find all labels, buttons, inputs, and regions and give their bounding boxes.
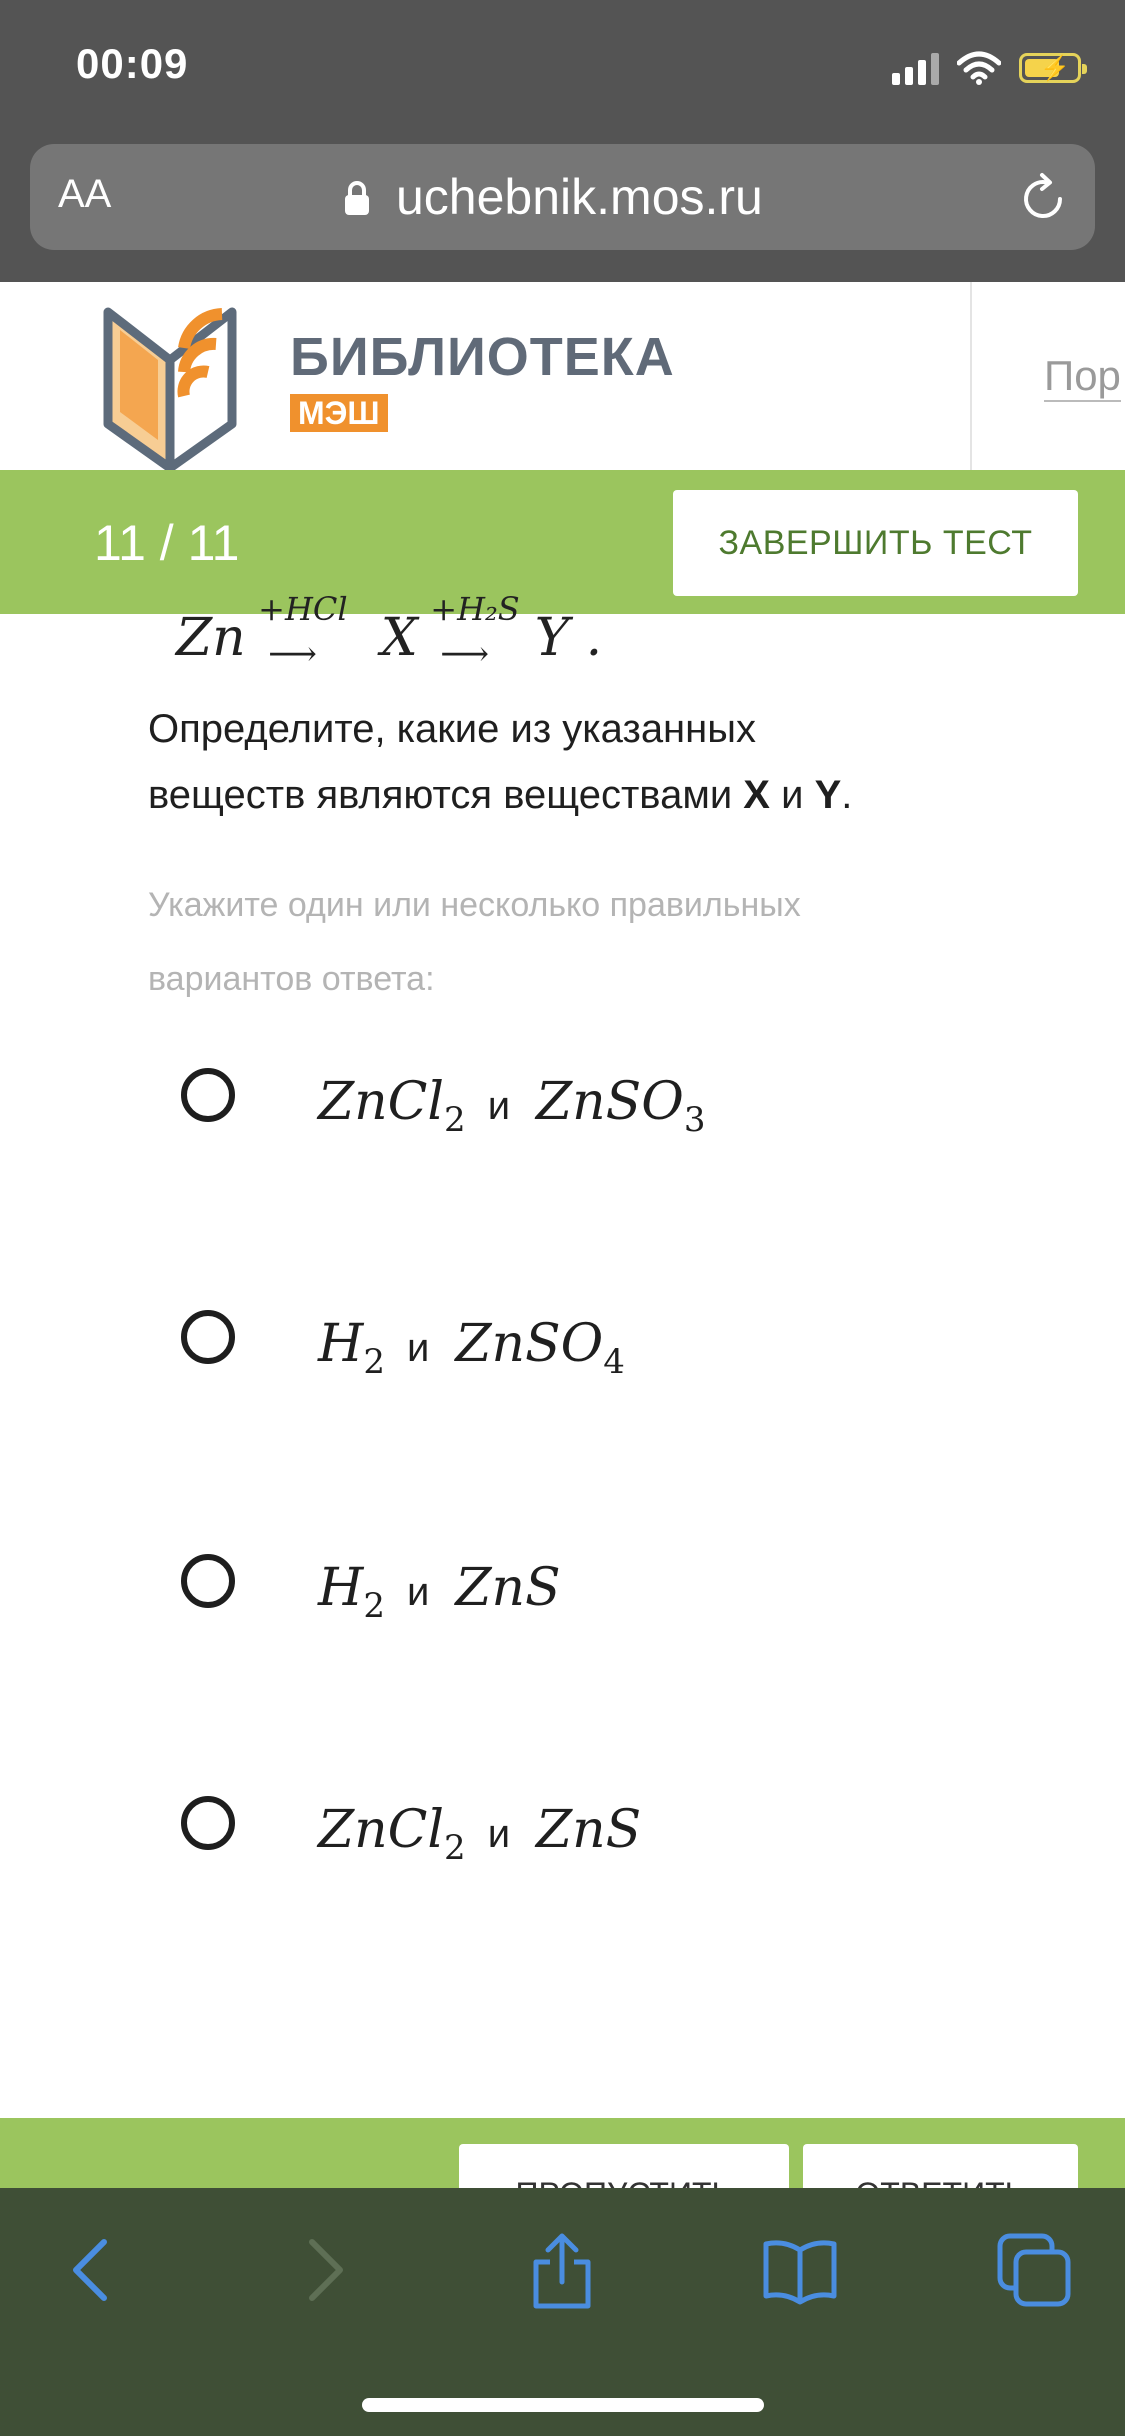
question-x: X [743,773,770,817]
formula-a-sub: 2 [444,1828,466,1868]
answer-option[interactable] [0,1536,1125,1676]
formula-conj: и [407,1570,430,1614]
header-divider [970,282,972,470]
library-logo-icon[interactable] [100,300,250,470]
equation-x: X [380,608,418,668]
equation-y: Y [534,608,570,668]
question-text [148,696,1048,828]
text-size-label: AA [58,172,112,216]
equation-start: Zn [176,608,246,668]
finish-test-button[interactable]: ЗАВЕРШИТЬ ТЕСТ [673,490,1078,596]
radio-button[interactable] [181,1310,235,1364]
formula-b: ZnS [455,1558,561,1618]
equation-period: . [585,608,603,668]
battery-icon: ⚡ [1019,53,1081,83]
formula-a: ZnCl [318,1800,445,1860]
logo-title: БИБЛИОТЕКА [290,327,675,387]
answer-option[interactable] [0,1778,1125,1918]
wifi-icon [957,51,1001,85]
arrow-2-reagent: +H₂S [430,589,520,628]
back-icon[interactable] [52,2230,132,2310]
formula-conj: и [487,1084,511,1128]
option-formula [318,1800,641,1868]
reaction-equation [176,589,603,674]
radio-button[interactable] [181,1796,235,1850]
tabs-icon[interactable] [994,2230,1074,2310]
formula-a: ZnCl [318,1072,445,1132]
formula-b: ZnS [536,1800,642,1860]
formula-a-sub: 2 [363,1586,385,1626]
status-icons [892,48,1081,88]
question-line-1: Определите, какие из указанных [148,707,756,751]
arrow-icon: ⟶ [268,633,317,674]
nav-link-partial[interactable]: Пор [1044,352,1121,402]
formula-conj: и [487,1812,511,1856]
formula-b: ZnSO [536,1072,684,1132]
arrow-icon: ⟶ [440,633,489,674]
formula-a: H [318,1314,364,1374]
logo-subtitle: МЭШ [290,394,388,432]
formula-conj: и [407,1326,430,1370]
answer-hint: Укажите один или несколько правильных вариантов ответа: [148,886,801,998]
radio-button[interactable] [181,1554,235,1608]
answer-option[interactable] [0,1292,1125,1432]
formula-b: ZnSO [455,1314,604,1374]
lock-icon [344,180,370,216]
home-indicator [362,2398,764,2412]
status-time: 00:09 [76,40,189,87]
answer-option[interactable] [0,1050,1125,1190]
bookmarks-icon[interactable] [760,2230,840,2310]
option-formula [318,1558,561,1626]
reload-icon[interactable] [1016,172,1070,226]
signal-icon [892,51,939,85]
question-y: Y [814,773,842,817]
formula-b-sub: 4 [603,1342,625,1382]
question-line-2: веществ являются веществами [148,773,733,817]
question-and: и [781,773,804,817]
formula-a: H [318,1558,364,1618]
arrow-1-reagent: +HCl [258,589,348,628]
formula-b-sub: 3 [683,1100,706,1140]
url-text[interactable]: uchebnik.mos.ru [396,169,763,225]
text-size-button[interactable] [58,172,111,217]
question-counter: 11 / 11 [94,515,240,571]
question-period: . [841,773,853,817]
formula-a-sub: 2 [444,1100,466,1140]
radio-button[interactable] [181,1068,235,1122]
option-formula [318,1072,706,1140]
formula-a-sub: 2 [363,1342,385,1382]
reaction-arrow-2 [430,589,520,674]
share-icon[interactable] [522,2230,602,2310]
reaction-arrow-1 [258,589,348,674]
forward-icon[interactable] [284,2230,364,2310]
option-formula [318,1314,625,1382]
